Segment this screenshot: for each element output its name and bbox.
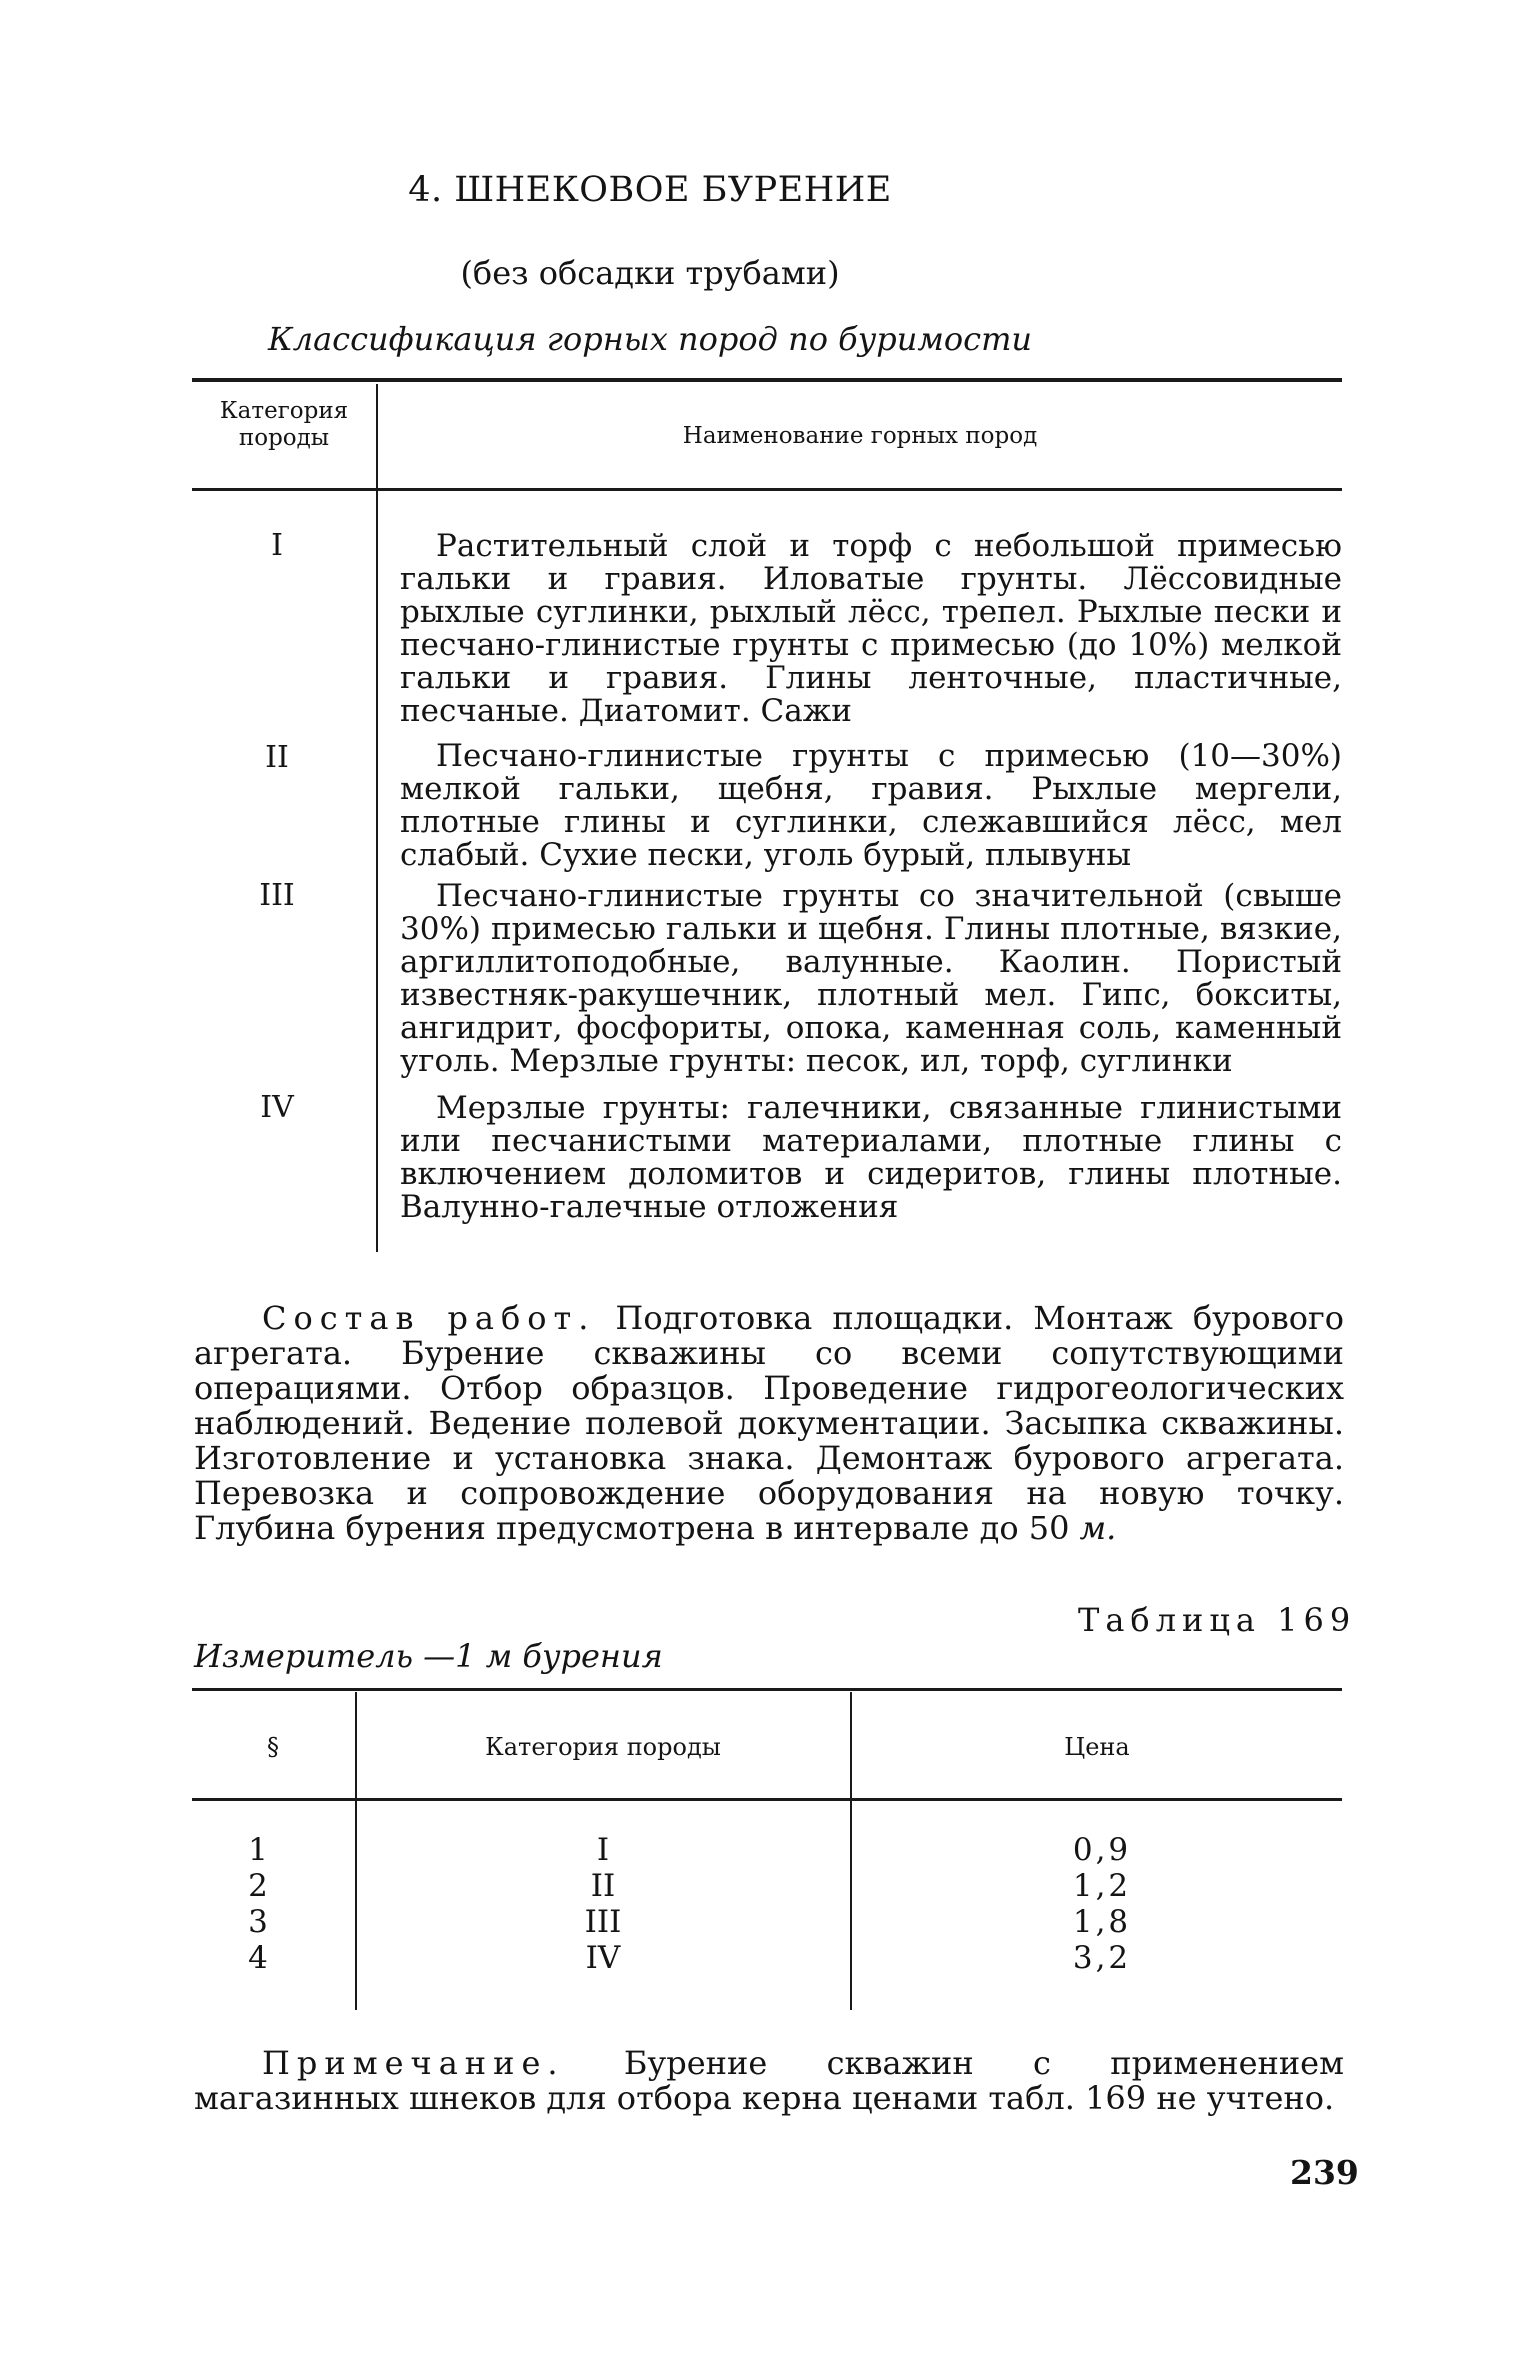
price-row-section: 1	[248, 1832, 268, 1868]
price-row-category: II	[590, 1868, 616, 1904]
note-paragraph	[194, 2046, 1344, 2116]
rock-description: Песчано-глинистые грунты с примесью (10—30%) мелкой гальки, щебня, гравия. Рыхлые мергели, плотные глины и суглинки, слежавшийся лёсс, мел слабый. Сухие пески, уголь бурый, плывуны	[400, 738, 1342, 873]
rock-description: Песчано-глинистые грунты со значительной (свыше 30%) примесью гальки и щебня. Глины плотные, вязкие, аргиллитоподобные, валунные. Каолин. Пористый известняк-ракушечник, плотный мел. Гипс, бокситы, ангидрит, фосфориты, опока, каменная соль, каменный уголь. Мерзлые грунты: песок, ил, торф, суглинки	[400, 878, 1342, 1079]
classification-header-rock-name: Наименование горных пород	[682, 423, 1038, 449]
page-number: 239	[1290, 2153, 1359, 2192]
classification-header-category: Категория породы	[219, 398, 349, 451]
category-cell: I	[271, 528, 283, 563]
price-row-price: 1,2	[1072, 1868, 1132, 1904]
note-text: Бурение скважин с применением магазинных шнеков для отбора керна ценами табл. 169 не учтено.	[194, 2044, 1345, 2117]
price-table-header-rule	[192, 1798, 1342, 1801]
price-row-category: I	[596, 1832, 610, 1868]
price-header-section: §	[267, 1733, 279, 1761]
section-subtitle: (без обсадки трубами)	[460, 254, 840, 292]
price-row-price: 0,9	[1072, 1832, 1132, 1868]
category-cell: III	[259, 878, 295, 913]
price-header-price: Цена	[1064, 1733, 1130, 1761]
depth-unit: м.	[1079, 1509, 1117, 1547]
price-row-category: III	[584, 1904, 622, 1940]
price-header-category: Категория породы	[485, 1733, 721, 1761]
price-row-section: 4	[248, 1940, 268, 1976]
classification-table-top-rule	[192, 378, 1342, 382]
note-label: Примечание.	[262, 2044, 565, 2082]
price-row-section: 2	[248, 1868, 268, 1904]
price-row-section: 3	[248, 1904, 268, 1940]
category-cell: IV	[260, 1090, 294, 1125]
classification-table-column-divider	[376, 384, 378, 1252]
table-caption: Таблица 169	[1078, 1601, 1357, 1639]
measurer-label: Измеритель —1 м бурения	[194, 1637, 663, 1675]
price-table-top-rule	[192, 1688, 1342, 1691]
work-composition-paragraph	[194, 1301, 1344, 1546]
price-row-category: IV	[585, 1940, 621, 1976]
work-composition-text: Подготовка площадки. Монтаж бурового агрегата. Бурение скважины со всеми сопутствующими операциями. Отбор образцов. Проведение гидрогеологических наблюдений. Ведение полевой документации. Засыпка скважины. Изготовление и установка знака. Демонтаж бурового агрегата. Перевозка и сопровождение оборудования на новую точку. Глубина бурения предусмотрена в интервале до 50	[194, 1299, 1345, 1547]
price-row-price: 1,8	[1072, 1904, 1132, 1940]
category-cell: II	[265, 740, 289, 775]
classification-title: Классификация горных пород по буримости	[267, 320, 1033, 358]
rock-description: Мерзлые грунты: галечники, связанные глинистыми или песчанистыми материалами, плотные глины с включением доломитов и сидеритов, глины плотные. Валунно-галечные отложения	[400, 1090, 1342, 1225]
classification-table-header-rule	[192, 488, 1342, 491]
work-composition-label: Состав работ.	[262, 1299, 596, 1337]
price-row-price: 3,2	[1072, 1940, 1132, 1976]
section-title: 4. ШНЕКОВОЕ БУРЕНИЕ	[408, 170, 892, 210]
rock-description: Растительный слой и торф с небольшой примесью гальки и гравия. Иловатые грунты. Лёссовидные рыхлые суглинки, рыхлый лёсс, трепел. Рыхлые пески и песчано-глинистые грунты с примесью (до 10%) мелкой гальки и гравия. Глины ленточные, пластичные, песчаные. Диатомит. Сажи	[400, 528, 1342, 729]
